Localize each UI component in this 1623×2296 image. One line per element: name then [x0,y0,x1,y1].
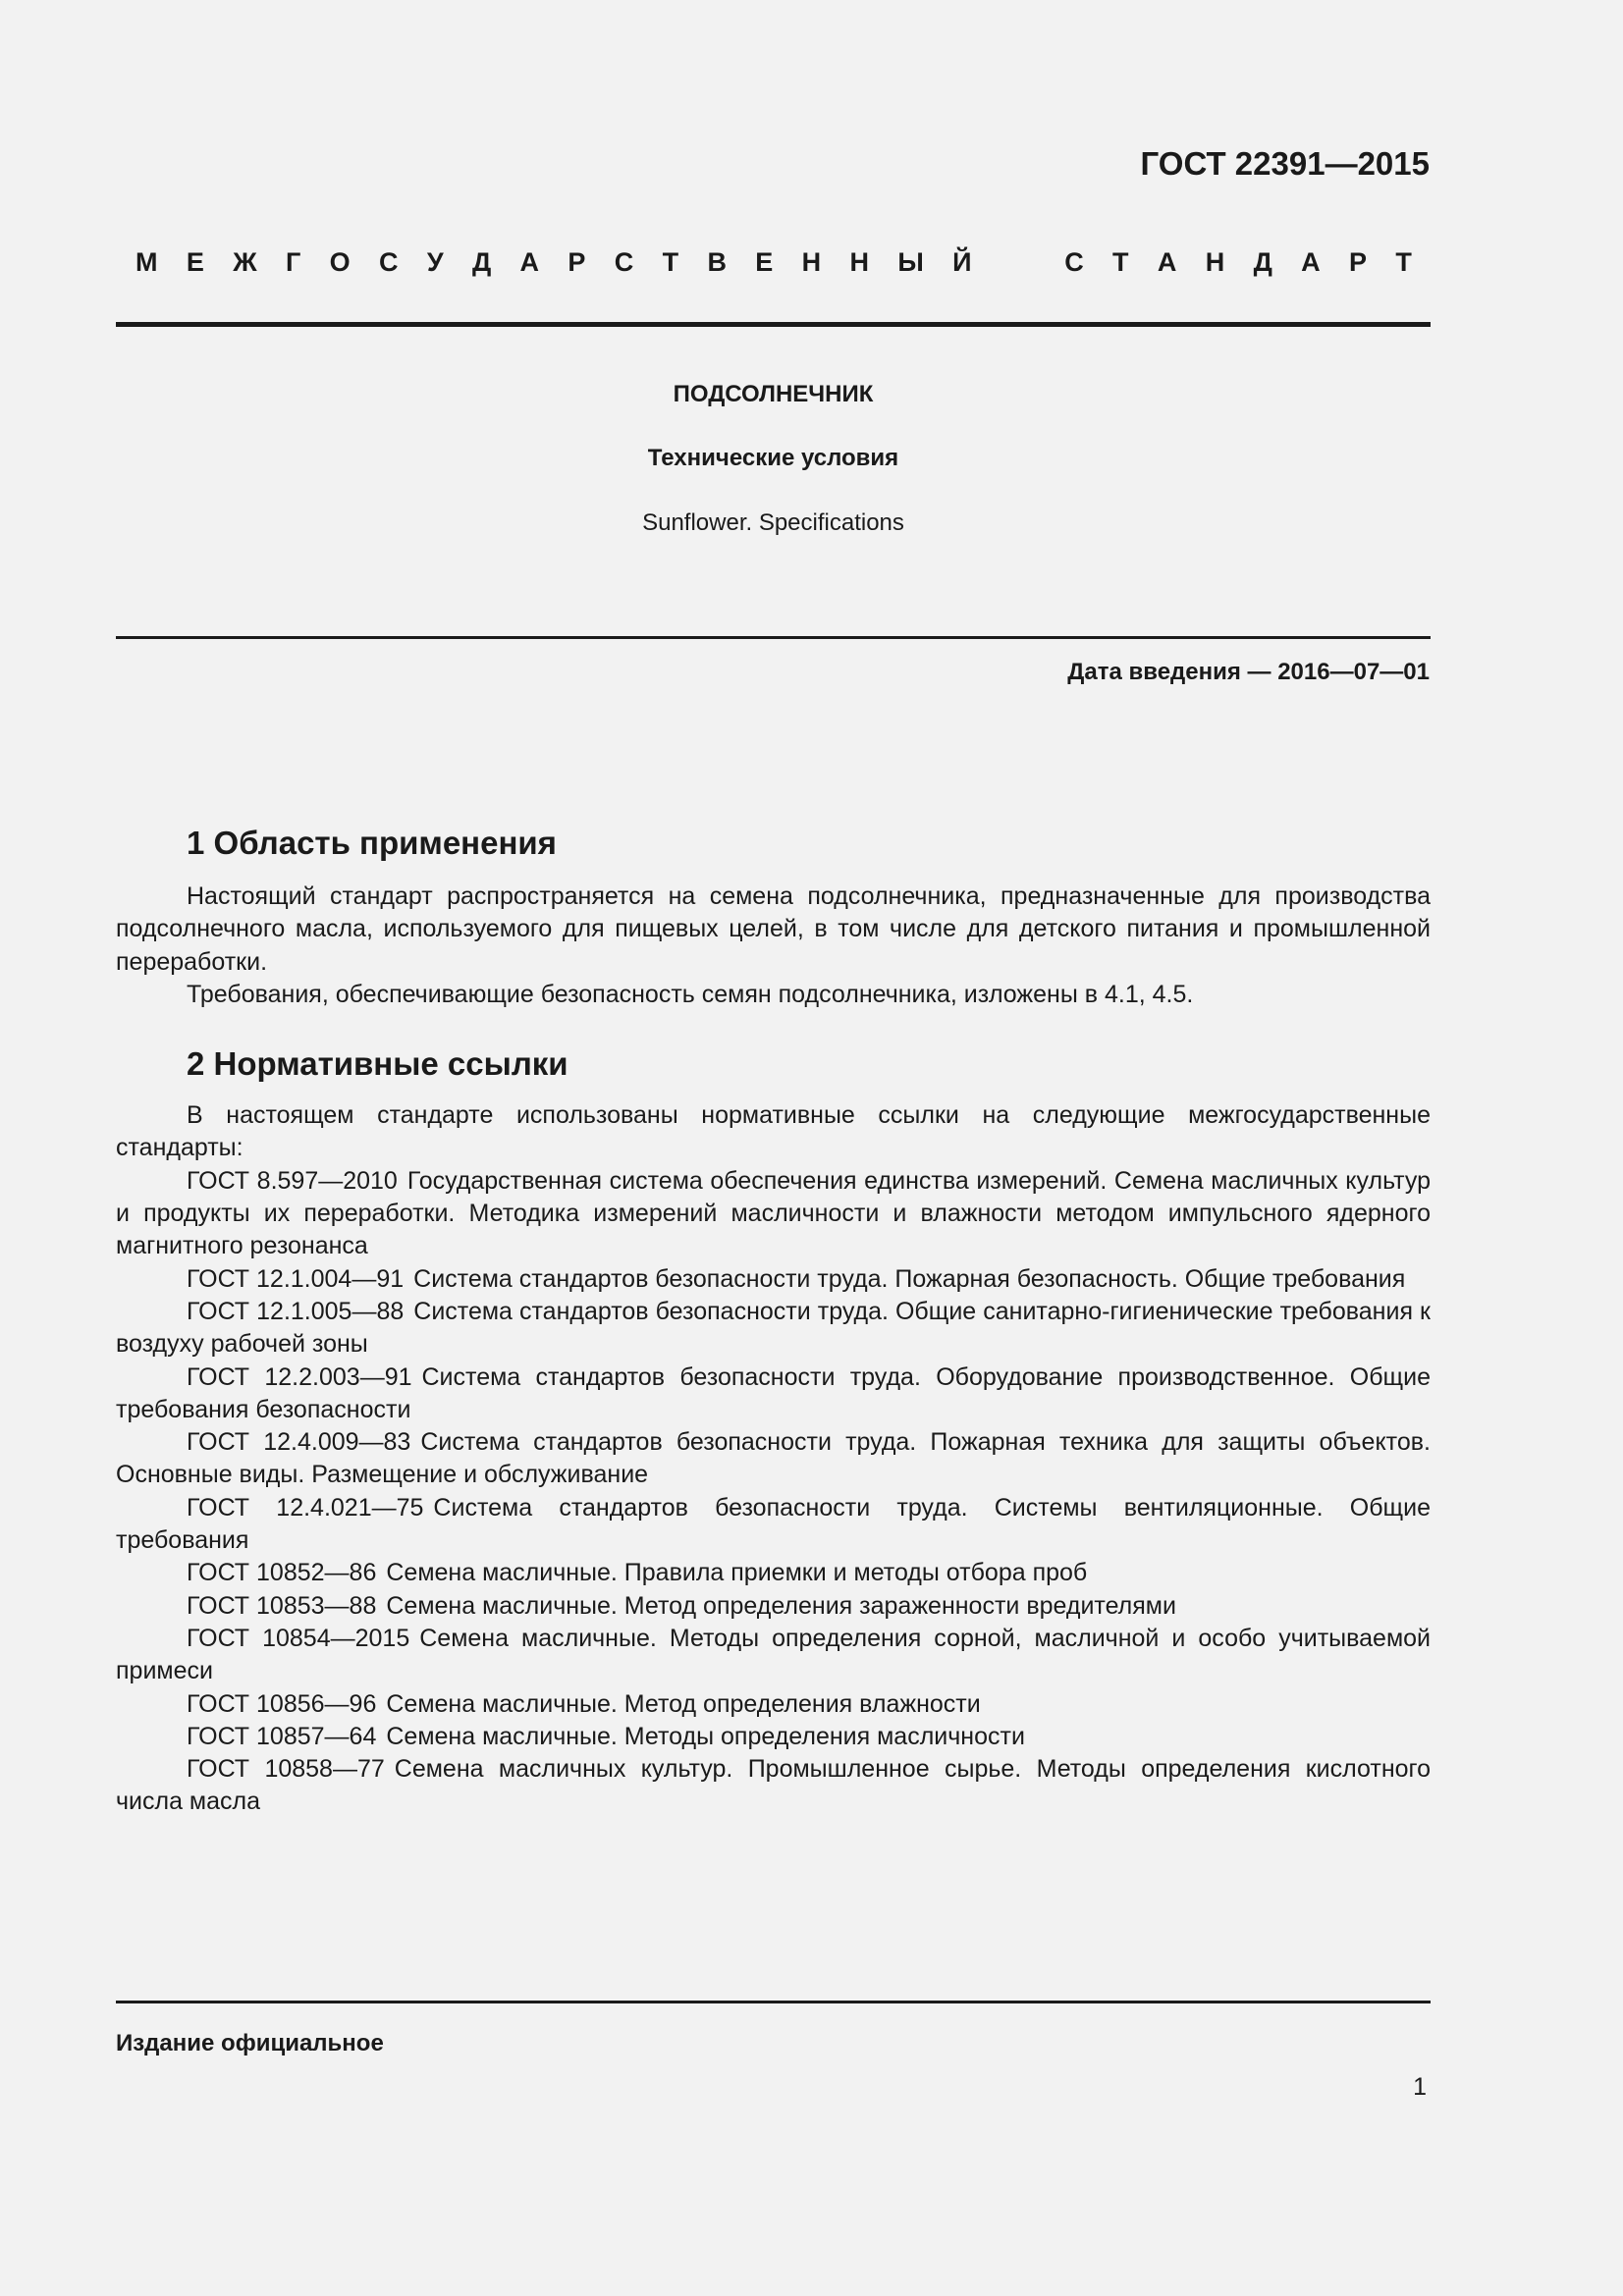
reference-code: ГОСТ 12.4.021—75 [187,1493,424,1522]
reference-item [116,1362,1431,1427]
reference-item [116,1721,1431,1753]
banner-letter: М [135,247,158,277]
reference-code: ГОСТ 12.4.009—83 [187,1428,411,1457]
banner-letter: Т [662,247,679,277]
document-english-title: Sunflower. Specifications [642,509,904,536]
reference-title: Семена масличные. Метод определения зараженности вредителями [386,1591,1176,1620]
reference-title: Семена масличные. Методы определения масличности [386,1722,1025,1750]
document-body [116,821,1431,1819]
reference-item [116,1165,1431,1263]
section-1-paragraph: Настоящий стандарт распространяется на семена подсолнечника, предназначенные для производства подсолнечного масла, используемого для пищевых целей, в том числе для детского питания и промышленной переработки. [116,882,1431,976]
banner-letter: О [329,247,351,277]
banner-letter: У [426,247,444,277]
standard-type-banner [116,247,1430,278]
reference-code: ГОСТ 10858—77 [187,1755,385,1784]
reference-title: Семена масличных культур. Промышленное сырье. Методы определения кислотного числа масла [116,1755,1431,1816]
title-divider [116,636,1431,639]
reference-title: Семена масличные. Методы определения сорной, масличной и особо учитываемой примеси [116,1624,1431,1685]
reference-item [116,1296,1431,1362]
reference-code: ГОСТ 12.2.003—91 [187,1362,412,1391]
reference-title: Система стандартов безопасности труда. Общие санитарно-гигиенические требования к воздуху рабочей зоны [116,1297,1431,1359]
header-divider [116,322,1431,327]
banner-letter: Р [1349,247,1368,277]
section-1-paragraph: Требования, обеспечивающие безопасность семян подсолнечника, изложены в 4.1, 4.5. [187,980,1194,1008]
reference-code: ГОСТ 12.1.004—91 [187,1264,405,1293]
reference-code: ГОСТ 10854—2015 [187,1624,410,1652]
banner-letter: Т [1112,247,1129,277]
reference-title: Система стандартов безопасности труда. Системы вентиляционные. Общие требования [116,1493,1431,1555]
reference-title: Государственная система обеспечения единства измерений. Семена масличных культур и продукты их переработки. Методика измерений масличности и влажности методом импульсного ядерного магнитного резонанса [116,1166,1431,1260]
normative-references-list [116,1165,1431,1819]
section-2-heading: 2 Нормативные ссылки [187,1045,568,1083]
banner-letter: Д [1253,247,1272,277]
reference-title: Семена масличные. Правила приемки и методы отбора проб [386,1559,1088,1587]
banner-letter: С [378,247,399,277]
banner-letter: Н [801,247,822,277]
reference-title: Система стандартов безопасности труда. Пожарная безопасность. Общие требования [413,1264,1406,1293]
footer-divider [116,2001,1431,2003]
section-1-heading: 1 Область применения [187,825,557,861]
introduction-date: Дата введения — 2016—07—01 [1067,659,1430,685]
banner-letter: А [1157,247,1177,277]
banner-letter: С [614,247,634,277]
reference-item [116,1753,1431,1819]
reference-code: ГОСТ 10853—88 [187,1591,377,1620]
reference-item [116,1688,1431,1721]
reference-item [116,1426,1431,1492]
reference-item [116,1557,1431,1589]
document-subtitle: Технические условия [647,445,899,471]
reference-item [116,1590,1431,1623]
banner-letter: Д [471,247,492,277]
banner-letter: Н [849,247,869,277]
reference-item [116,1623,1431,1688]
banner-letter: Р [568,247,586,277]
reference-title: Семена масличные. Метод определения влажности [386,1689,981,1718]
banner-letter: Ы [897,247,924,277]
reference-code: ГОСТ 10857—64 [187,1722,377,1750]
banner-letter: Н [1205,247,1225,277]
reference-title: Система стандартов безопасности труда. Оборудование производственное. Общие требования безопасности [116,1362,1431,1423]
reference-item [116,1492,1431,1558]
document-number: ГОСТ 22391—2015 [1140,145,1430,182]
banner-letter: Й [952,247,972,277]
banner-letter: Г [285,247,301,277]
reference-item [116,1263,1431,1296]
banner-letter: В [707,247,727,277]
banner-letter: Е [755,247,774,277]
banner-letter: С [1064,247,1084,277]
reference-title: Система стандартов безопасности труда. Пожарная техника для защиты объектов. Основные виды. Размещение и обслуживание [116,1428,1431,1489]
reference-code: ГОСТ 10852—86 [187,1559,377,1587]
reference-code: ГОСТ 10856—96 [187,1689,377,1718]
banner-word-gap [1001,247,1036,278]
document-title: ПОДСОЛНЕЧНИК [673,381,874,407]
official-edition-label: Издание официальное [116,2030,384,2056]
banner-letter: Е [186,247,204,277]
section-2-intro: В настоящем стандарте использованы нормативные ссылки на следующие межгосударственные стандарты: [116,1101,1431,1162]
reference-code: ГОСТ 8.597—2010 [187,1166,398,1195]
banner-letter: Ж [233,247,257,277]
page-number: 1 [1413,2073,1427,2101]
banner-letter: А [1301,247,1321,277]
banner-letter: А [519,247,540,277]
reference-code: ГОСТ 12.1.005—88 [187,1297,405,1325]
banner-letter: Т [1395,247,1412,277]
